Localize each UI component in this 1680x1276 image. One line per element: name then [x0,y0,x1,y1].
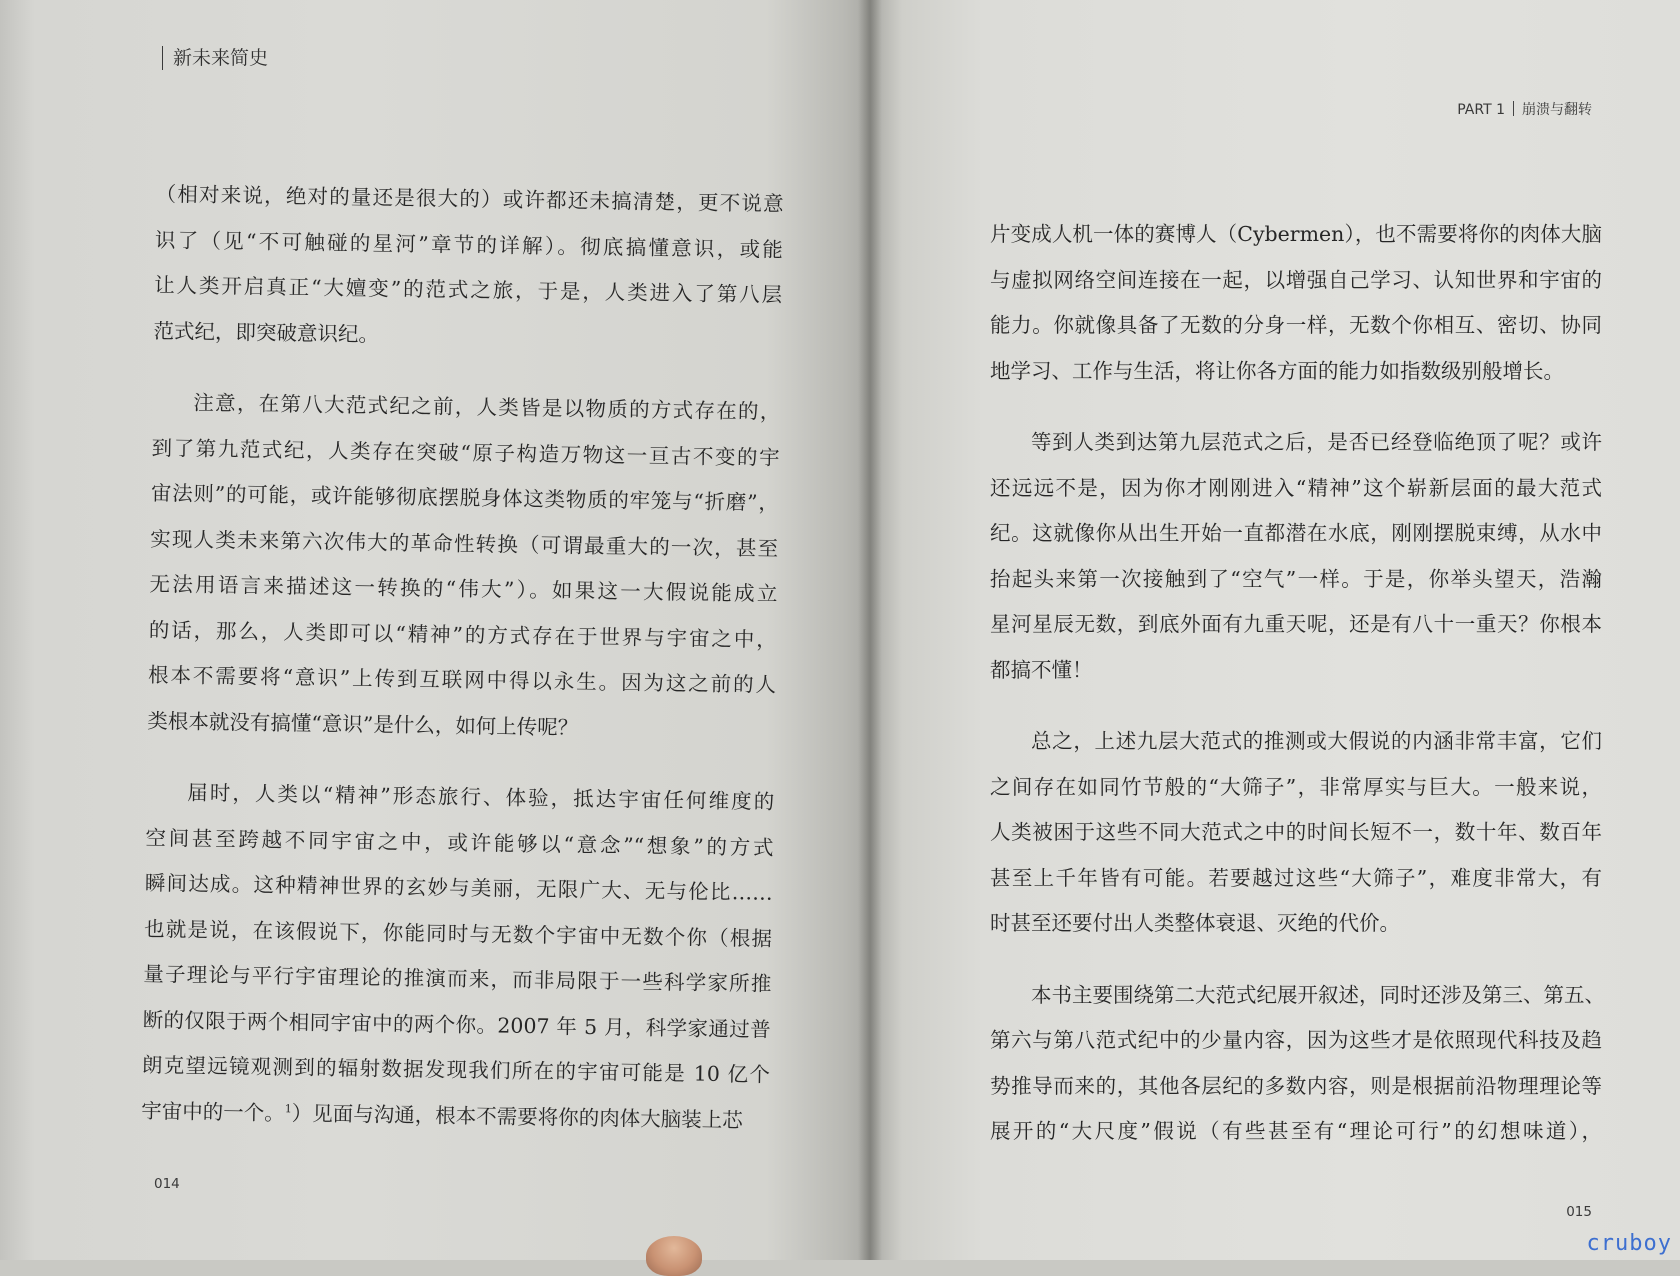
text-line: 都搞不懂！ [990,657,1093,682]
text-line [141,1088,770,1143]
text-line: 注意，在第八大范式纪之前，人类皆是以物质的方式存在的， [193,390,781,424]
text-line: 还远远不是，因为你才刚刚进入“精神”这个崭新层面的最大范式 [990,475,1602,500]
paragraph [990,973,1605,1155]
text-line: 势推导而来的，其他各层纪的多数内容，则是根据前沿物理理论等 [990,1073,1602,1098]
running-header-part [1457,100,1592,120]
text-line: 抬起头来第一次接触到了“空气”一样。于是，你举头望天，浩瀚 [990,566,1602,591]
text-line: 到了第九范式纪，人类存在突破“原子构造万物这一亘古不变的宇 [151,435,780,470]
text-line: 届时，人类以“精神”形态旅行、体验，抵达宇宙任何维度的 [187,780,775,814]
part-title: 崩溃与翻转 [1522,102,1592,118]
text-line: 总之，上述九层大范式的推测或大假说的内涵非常丰富，它们 [1031,729,1602,753]
footnote-marker: 1 [284,1101,292,1115]
text-line: 实现人类未来第六次伟大的革命性转换（可谓最重大的一次，甚至 [150,526,779,561]
text-line: 识了（见“不可触碰的星河”章节的详解）。彻底搞懂意识，或能 [154,227,784,262]
text-line: 之间存在如同竹节般的“大筛子”，非常厚实与巨大。一般来说， [990,774,1602,799]
fingertip [646,1236,702,1276]
paragraph [990,420,1602,693]
text-line: 地学习、工作与生活，将让你各方面的能力如指数级别般增长。 [990,358,1564,383]
paragraph [990,719,1602,947]
text-line: 能力。你就像具备了无数的分身一样，无数个你相互、密切、协同 [990,313,1602,337]
text-line: 根本不需要将“意识”上传到互联网中得以永生。因为这之前的人 [147,662,777,697]
text-line: 范式纪，即突破意识纪。 [153,318,380,347]
text-line: 人类被困于这些不同大范式之中的时间长短不一，数十年、数百年 [990,820,1602,844]
page-number-right: 015 [1566,1204,1592,1220]
paragraph [153,172,784,364]
right-page-body [990,212,1605,1155]
text-line: 甚至上千年皆有可能。若要越过这些“大筛子”，难度非常大，有 [990,865,1602,890]
paragraph [990,212,1602,394]
text-line: 纪。这就像你从出生开始一直都潜在水底，刚刚摆脱束缚，从水中 [990,521,1602,545]
running-header-book-title: 新未来简史 [162,46,268,70]
text-line: 也就是说，在该假说下，你能同时与无数个宇宙中无数个你（根据 [143,916,773,951]
watermark-text: cruboy [1586,1231,1672,1256]
text-line: 断的仅限于两个相同宇宙中的两个你。2007 年 5 月，科学家通过普 [142,1007,771,1042]
text-line: 的话，那么，人类即可以“精神”的方式存在于世界与宇宙之中， [148,617,777,652]
header-divider [1513,101,1514,116]
text-fragment: ）见面与沟通，根本不需要将你的肉体大脑装上芯 [291,1100,743,1132]
text-line: 星河星辰无数，到底外面有九重天呢，还是有八十一重天？你根本 [990,612,1602,636]
left-page-body [141,172,784,1144]
text-line: 瞬间达成。这种精神世界的玄妙与美丽，无限广大、无与伦比…… [144,870,773,905]
paragraph [141,770,775,1144]
text-line: 本书主要围绕第二大范式纪展开叙述，同时还涉及第三、第五、 [1031,982,1605,1007]
text-line: 时甚至还要付出人类整体衰退、灭绝的代价。 [990,911,1400,935]
book-gutter-shadow [858,0,882,1260]
text-fragment: 宇宙中的一个。 [141,1098,285,1125]
text-line: 等到人类到达第九层范式之后，是否已经登临绝顶了呢？或许 [1031,430,1602,454]
text-line: 宙法则”的可能，或许能够彻底摆脱身体这类物质的牢笼与“折磨”， [150,480,780,515]
text-line: 展开的“大尺度”假说（有些甚至有“理论可行”的幻想味道）， [990,1119,1602,1143]
text-line: 类根本就没有搞懂“意识”是什么，如何上传呢？ [147,708,579,740]
text-line: 朗克望远镜观测到的辐射数据发现我们所在的宇宙可能是 10 亿个 [141,1052,771,1087]
text-line: 空间甚至跨越不同宇宙之中，或许能够以“意念”“想象”的方式 [145,825,774,860]
text-line: 无法用语言来描述这一转换的“伟大”）。如果这一大假说能成立 [149,571,778,606]
paragraph [147,380,781,754]
text-line: （相对来说，绝对的量还是很大的）或许都还未搞清楚，更不说意 [155,181,784,216]
text-line: 让人类开启真正“大嬗变”的范式之旅，于是，人类进入了第八层 [154,272,783,307]
text-line: 与虚拟网络空间连接在一起，以增强自己学习、认知世界和宇宙的 [990,267,1602,292]
text-line: 片变成人机一体的赛博人（Cybermen），也不需要将你的肉体大脑 [990,222,1602,246]
text-line: 第六与第八范式纪中的少量内容，因为这些才是依照现代科技及趋 [990,1028,1602,1052]
part-label: PART 1 [1457,102,1505,118]
text-line: 量子理论与平行宇宙理论的推演而来，而非局限于一些科学家所推 [143,961,772,996]
page-number-left: 014 [154,1176,180,1192]
